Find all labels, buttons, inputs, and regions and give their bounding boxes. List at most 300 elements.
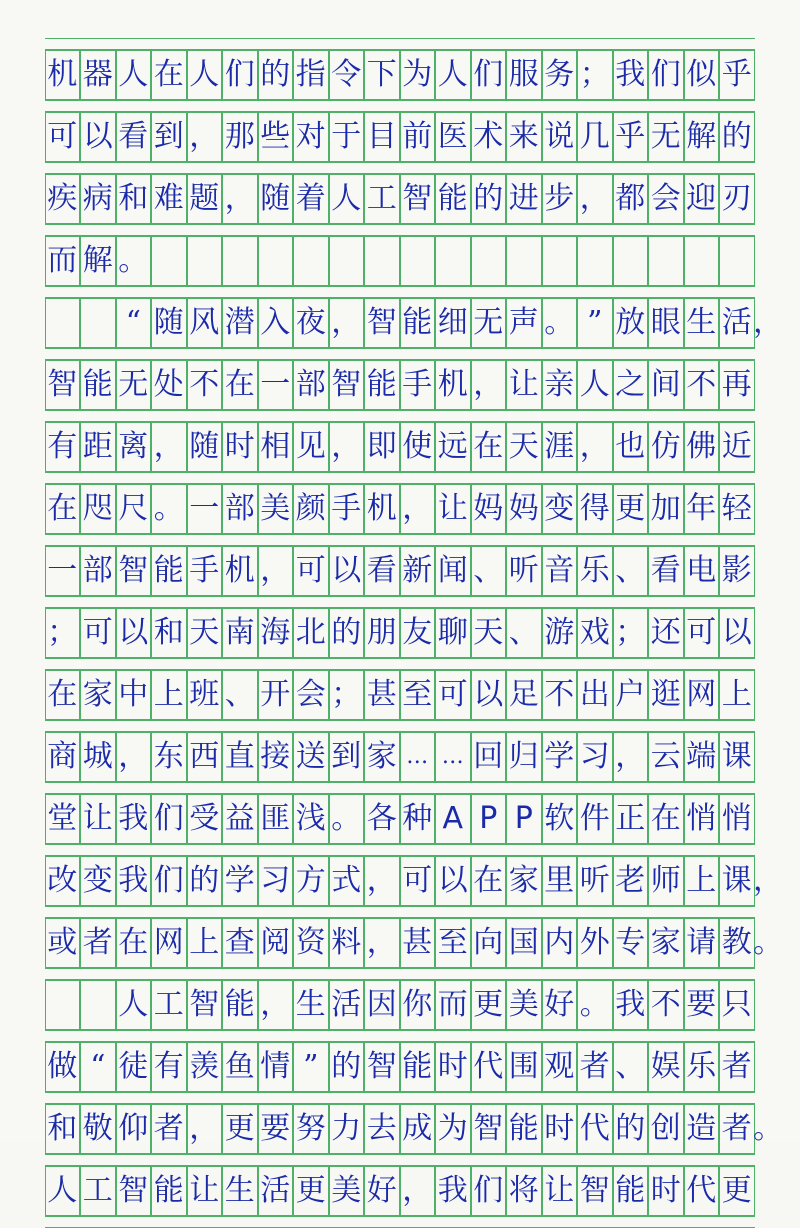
cell-character: 在: [473, 863, 504, 898]
grid-cell: [187, 422, 223, 472]
grid-cell: [258, 112, 294, 162]
grid-cell: [151, 670, 187, 720]
grid-cell: [187, 856, 223, 906]
cell-character: 户: [615, 677, 646, 712]
grid-cell: [45, 50, 81, 100]
grid-row: [45, 608, 755, 658]
cell-character: 习: [260, 863, 291, 898]
grid-cell: [684, 174, 720, 224]
cell-character: 至: [437, 925, 468, 960]
cell-character: 看: [118, 119, 149, 154]
grid-cell: [506, 856, 542, 906]
grid-cell: [471, 236, 507, 286]
cell-character: 对: [295, 119, 326, 154]
cell-character: 在: [473, 429, 504, 464]
grid-cell: [471, 484, 507, 534]
grid-cell: [719, 856, 755, 906]
grid-cell: [719, 360, 755, 410]
cell-character: 习: [579, 739, 610, 774]
grid-cell: [506, 174, 542, 224]
grid-cell: [719, 980, 755, 1030]
grid-cell: [506, 794, 542, 844]
grid-cell: [151, 856, 187, 906]
cell-character: ，: [473, 367, 504, 402]
cell-character: 中: [118, 677, 149, 712]
grid-cell: [293, 174, 329, 224]
grid-cell: [116, 422, 152, 472]
cell-character: 再: [721, 367, 752, 402]
grid-cell: [45, 856, 81, 906]
grid-cell: [116, 298, 152, 348]
cell-character: 更: [295, 1173, 326, 1208]
grid-cell: [542, 1104, 578, 1154]
grid-cell: [293, 980, 329, 1030]
grid-cell: [506, 1042, 542, 1092]
cell-character: 夜: [295, 305, 326, 340]
cell-character: 美: [331, 1173, 362, 1208]
grid-cell: [613, 50, 649, 100]
cell-character: …: [406, 744, 429, 769]
cell-character: 、: [615, 1049, 646, 1084]
cell-character: 方: [295, 863, 326, 898]
cell-character: 工: [82, 1173, 113, 1208]
cell-character: 使: [402, 429, 433, 464]
cell-character: 人: [118, 57, 149, 92]
cell-character: 一: [260, 367, 291, 402]
cell-character: 天: [473, 615, 504, 650]
grid-cell: [151, 1104, 187, 1154]
grid-cell: [293, 608, 329, 658]
cell-character: 相: [260, 429, 291, 464]
grid-cell: [719, 298, 755, 348]
grid-cell: [329, 112, 365, 162]
grid-cell: [151, 1166, 187, 1216]
cell-character: 着: [295, 181, 326, 216]
grid-cell: [45, 236, 81, 286]
cell-character: 见: [295, 429, 326, 464]
cell-character: 我: [615, 987, 646, 1022]
grid-cell: [435, 1042, 471, 1092]
grid-cell: [577, 918, 613, 968]
cell-character: 家: [82, 677, 113, 712]
cell-character: 学: [544, 739, 575, 774]
grid-cell: [80, 360, 116, 410]
cell-character: 为: [437, 1111, 468, 1146]
grid-cell: [187, 1166, 223, 1216]
cell-character: 听: [508, 553, 539, 588]
grid-cell: [435, 298, 471, 348]
grid-cell: [648, 112, 684, 162]
grid-row: [45, 546, 755, 596]
grid-cell: [684, 298, 720, 348]
cell-character: 开: [260, 677, 291, 712]
cell-character: ，: [224, 181, 255, 216]
cell-character: ，: [118, 739, 149, 774]
grid-cell: [400, 236, 436, 286]
grid-cell: [258, 918, 294, 968]
grid-cell: [435, 732, 471, 782]
grid-cell: [613, 732, 649, 782]
grid-cell: [293, 360, 329, 410]
grid-cell: [648, 670, 684, 720]
grid-cell: [293, 236, 329, 286]
grid-cell: [719, 236, 755, 286]
cell-character: 智: [189, 987, 220, 1022]
grid-cell: [613, 670, 649, 720]
cell-character: 西: [189, 739, 220, 774]
grid-cell: [187, 1042, 223, 1092]
cell-character: 人: [331, 181, 362, 216]
cell-character: 不: [189, 367, 220, 402]
grid-cell: [329, 732, 365, 782]
cell-character: 来: [508, 119, 539, 154]
grid-row: [45, 1104, 783, 1154]
cell-character: 。: [153, 491, 184, 526]
grid-cell: [329, 236, 365, 286]
grid-cell: [542, 50, 578, 100]
grid-cell: [364, 1104, 400, 1154]
cell-character: 者: [82, 925, 113, 960]
grid-cell: [116, 236, 152, 286]
grid-cell: [187, 732, 223, 782]
cell-character: 那: [224, 119, 255, 154]
grid-cell: [258, 1042, 294, 1092]
grid-cell: [80, 1104, 116, 1154]
cell-character: 音: [544, 553, 575, 588]
cell-character: 。: [544, 305, 575, 340]
grid-cell: [80, 1166, 116, 1216]
cell-character: ，: [579, 181, 610, 216]
cell-character: 北: [295, 615, 326, 650]
grid-cell: [258, 794, 294, 844]
cell-character: 智: [579, 1173, 610, 1208]
cell-character: 几: [579, 119, 610, 154]
cell-character: 活: [331, 987, 362, 1022]
cell-character: 上: [721, 677, 752, 712]
cell-character: 以: [82, 119, 113, 154]
cell-character: 近: [721, 429, 752, 464]
grid-cell: [435, 608, 471, 658]
cell-character: 病: [82, 181, 113, 216]
grid-cell: [471, 732, 507, 782]
cell-character: 们: [650, 57, 681, 92]
cell-character: …: [441, 744, 464, 769]
grid-cell: [577, 1042, 613, 1092]
cell-character: 到: [331, 739, 362, 774]
cell-character: 国: [508, 925, 539, 960]
grid-cell: [222, 236, 258, 286]
cell-character: 游: [544, 615, 575, 650]
grid-cell: [577, 360, 613, 410]
grid-cell: [719, 174, 755, 224]
grid-cell: [187, 360, 223, 410]
grid-cell: [577, 546, 613, 596]
cell-character: 乐: [686, 1049, 717, 1084]
cell-character: 活: [721, 305, 752, 340]
cell-character: 学: [224, 863, 255, 898]
grid-cell: [400, 980, 436, 1030]
margin-punctuation: 。: [753, 925, 783, 960]
cell-character: 变: [544, 491, 575, 526]
cell-character: 乐: [579, 553, 610, 588]
grid-cell: [293, 546, 329, 596]
cell-character: 外: [579, 925, 610, 960]
grid-cell: [151, 794, 187, 844]
grid-cell: [684, 546, 720, 596]
grid-cell: [506, 236, 542, 286]
cell-character: 在: [47, 677, 78, 712]
cell-character: 以: [118, 615, 149, 650]
cell-character: 教: [721, 925, 752, 960]
cell-character: 眼: [650, 305, 681, 340]
cell-character: 的: [615, 1111, 646, 1146]
grid-cell: [151, 236, 187, 286]
grid-cell: [364, 112, 400, 162]
grid-cell: [577, 670, 613, 720]
grid-cell: [471, 1166, 507, 1216]
cell-character: 细: [437, 305, 468, 340]
cell-character: 无: [118, 367, 149, 402]
grid-cell: [364, 732, 400, 782]
grid-cell: [684, 608, 720, 658]
grid-cell: [542, 484, 578, 534]
grid-cell: [80, 918, 116, 968]
cell-character: 手: [402, 367, 433, 402]
grid-cell: [222, 670, 258, 720]
cell-character: 妈: [473, 491, 504, 526]
cell-character: 美: [260, 491, 291, 526]
grid-cell: [435, 422, 471, 472]
grid-cell: [400, 670, 436, 720]
cell-character: 生: [295, 987, 326, 1022]
grid-cell: [80, 484, 116, 534]
cell-character: 年: [686, 491, 717, 526]
cell-character: 说: [544, 119, 575, 154]
cell-character: 去: [366, 1111, 397, 1146]
grid-cell: [187, 298, 223, 348]
cell-character: 乎: [721, 57, 752, 92]
grid-cell: [329, 298, 365, 348]
grid-cell: [329, 1042, 365, 1092]
cell-character: 放: [615, 305, 646, 340]
cell-character: 悄: [721, 801, 752, 836]
cell-character: P: [479, 801, 498, 836]
cell-character: 进: [508, 181, 539, 216]
grid-cell: [435, 546, 471, 596]
cell-character: 亲: [544, 367, 575, 402]
grid-spacer: [45, 534, 755, 546]
grid-cell: [471, 980, 507, 1030]
grid-cell: [293, 298, 329, 348]
grid-cell: [435, 670, 471, 720]
grid-cell: [435, 1166, 471, 1216]
cell-character: 都: [615, 181, 646, 216]
grid-cell: [577, 794, 613, 844]
cell-character: 机: [437, 367, 468, 402]
grid-cell: [151, 980, 187, 1030]
grid-cell: [719, 484, 755, 534]
grid-cell: [542, 918, 578, 968]
grid-cell: [684, 112, 720, 162]
cell-character: 、: [224, 677, 255, 712]
cell-character: 处: [153, 367, 184, 402]
cell-character: 上: [153, 677, 184, 712]
cell-character: 因: [366, 987, 397, 1022]
cell-character: 上: [189, 925, 220, 960]
grid-cell: [329, 50, 365, 100]
cell-character: 网: [686, 677, 717, 712]
cell-character: 可: [82, 615, 113, 650]
grid-row: [45, 918, 783, 968]
cell-character: 敬: [82, 1111, 113, 1146]
cell-character: 生: [686, 305, 717, 340]
cell-character: ，: [189, 119, 220, 154]
grid-cell: [80, 980, 116, 1030]
cell-character: 时: [224, 429, 255, 464]
grid-cell: [577, 112, 613, 162]
grid-cell: [684, 670, 720, 720]
grid-cell: [684, 236, 720, 286]
cell-character: 难: [153, 181, 184, 216]
cell-character: ”: [587, 305, 603, 340]
cell-character: 师: [650, 863, 681, 898]
grid-cell: [258, 360, 294, 410]
grid-cell: [45, 1104, 81, 1154]
cell-character: 务: [544, 57, 575, 92]
grid-cell: [506, 608, 542, 658]
cell-character: ，: [153, 429, 184, 464]
grid-cell: [45, 360, 81, 410]
grid-cell: [506, 484, 542, 534]
cell-character: 者: [721, 1049, 752, 1084]
grid-cell: [222, 484, 258, 534]
cell-character: 直: [224, 739, 255, 774]
cell-character: 仿: [650, 429, 681, 464]
cell-character: 让: [508, 367, 539, 402]
cell-character: 可: [295, 553, 326, 588]
cell-character: 智: [366, 1049, 397, 1084]
grid-cell: [613, 484, 649, 534]
grid-cell: [258, 1166, 294, 1216]
grid-row: [45, 422, 755, 472]
cell-character: 种: [402, 801, 433, 836]
grid-cell: [151, 360, 187, 410]
grid-row: [45, 360, 755, 410]
grid-row: [45, 980, 755, 1030]
cell-character: 智: [402, 181, 433, 216]
cell-character: 、: [473, 553, 504, 588]
cell-character: 式: [331, 863, 362, 898]
cell-character: 电: [686, 553, 717, 588]
grid-cell: [116, 918, 152, 968]
grid-cell: [45, 298, 81, 348]
grid-cell: [116, 50, 152, 100]
cell-character: 我: [615, 57, 646, 92]
grid-cell: [719, 732, 755, 782]
cell-character: 加: [650, 491, 681, 526]
grid-cell: [45, 608, 81, 658]
cell-character: 离: [118, 429, 149, 464]
grid-cell: [684, 484, 720, 534]
grid-cell: [329, 1166, 365, 1216]
grid-cell: [222, 794, 258, 844]
cell-character: 班: [189, 677, 220, 712]
grid-cell: [435, 1104, 471, 1154]
grid-cell: [364, 608, 400, 658]
cell-character: 可: [47, 119, 78, 154]
cell-character: 为: [402, 57, 433, 92]
grid-cell: [293, 1166, 329, 1216]
cell-character: 涯: [544, 429, 575, 464]
grid-cell: [222, 1104, 258, 1154]
grid-cell: [364, 670, 400, 720]
cell-character: 疾: [47, 181, 78, 216]
grid-cell: [648, 1042, 684, 1092]
cell-character: 的: [260, 57, 291, 92]
cell-character: 也: [615, 429, 646, 464]
grid-cell: [648, 980, 684, 1030]
cell-character: 能: [402, 305, 433, 340]
grid-row: [45, 794, 755, 844]
grid-cell: [719, 50, 755, 100]
cell-character: 更: [721, 1173, 752, 1208]
cell-character: 益: [224, 801, 255, 836]
grid-cell: [400, 546, 436, 596]
cell-character: 能: [153, 1173, 184, 1208]
cell-character: 可: [686, 615, 717, 650]
cell-character: 看: [650, 553, 681, 588]
cell-character: 以: [473, 677, 504, 712]
grid-cell: [471, 422, 507, 472]
grid-cell: [45, 112, 81, 162]
grid-cell: [151, 918, 187, 968]
grid-cell: [613, 422, 649, 472]
grid-spacer: [45, 100, 755, 112]
grid-cell: [542, 732, 578, 782]
grid-cell: [187, 980, 223, 1030]
cell-character: 一: [47, 553, 78, 588]
cell-character: 无: [473, 305, 504, 340]
grid-cell: [293, 794, 329, 844]
cell-character: 端: [686, 739, 717, 774]
grid-cell: [187, 1104, 223, 1154]
cell-character: 云: [650, 739, 681, 774]
grid-cell: [577, 608, 613, 658]
cell-character: 妈: [508, 491, 539, 526]
grid-cell: [293, 484, 329, 534]
cell-character: 正: [615, 801, 646, 836]
cell-character: 阅: [260, 925, 291, 960]
grid-cell: [116, 856, 152, 906]
cell-character: 可: [437, 677, 468, 712]
grid-cell: [258, 236, 294, 286]
grid-cell: [577, 484, 613, 534]
grid-cell: [80, 856, 116, 906]
cell-character: 受: [189, 801, 220, 836]
cell-character: 商: [47, 739, 78, 774]
cell-character: 浅: [295, 801, 326, 836]
cell-character: 出: [579, 677, 610, 712]
cell-character: 轻: [721, 491, 752, 526]
cell-character: 影: [721, 553, 752, 588]
cell-character: 归: [508, 739, 539, 774]
grid-spacer: [45, 1092, 755, 1104]
cell-character: 者: [721, 1111, 752, 1146]
cell-character: 智: [47, 367, 78, 402]
grid-cell: [684, 918, 720, 968]
cell-character: 徒: [118, 1049, 149, 1084]
grid-cell: [506, 670, 542, 720]
